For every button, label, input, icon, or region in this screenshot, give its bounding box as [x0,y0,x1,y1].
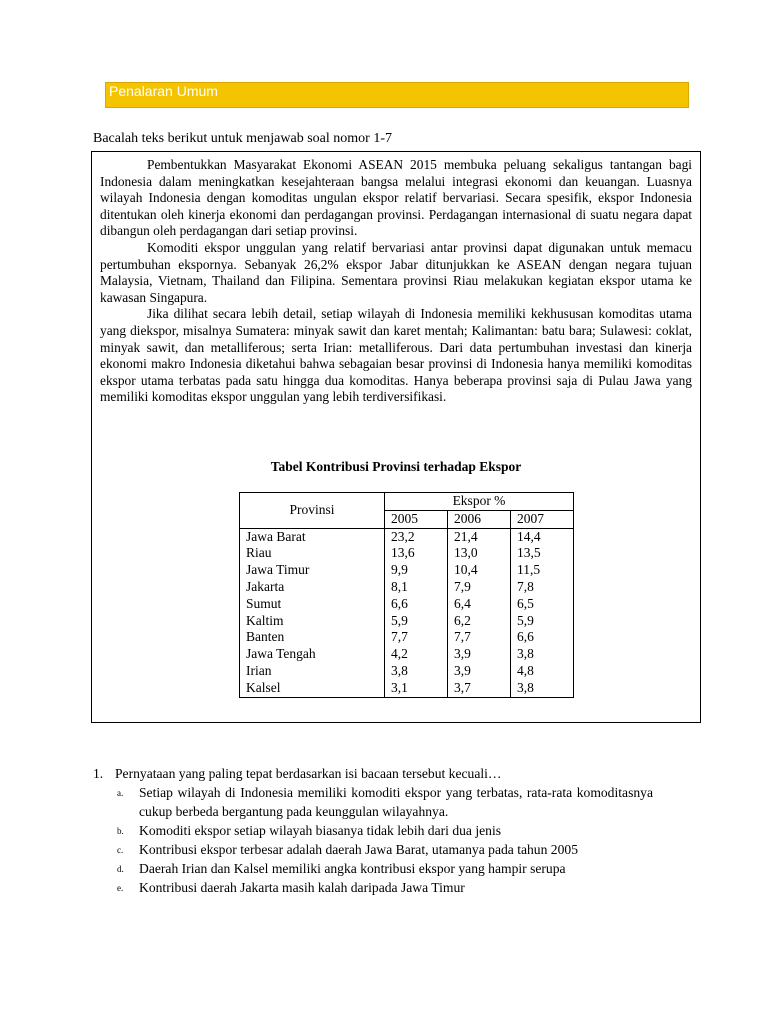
province-cell: Irian [240,663,385,680]
option-letter: b. [117,826,124,836]
column-header-export: Ekspor % [385,493,574,511]
option-letter: a. [117,788,124,798]
option-text: Daerah Irian dan Kalsel memiliki angka kontribusi ekspor yang hampir serupa [139,861,566,876]
answer-options [93,783,653,897]
table-row [240,646,574,663]
table-row [240,579,574,596]
export-value-cell: 10,4 [448,562,511,579]
export-value-cell: 3,8 [511,646,574,663]
export-value-cell: 13,5 [511,545,574,562]
answer-option[interactable] [93,859,653,878]
option-text: Kontribusi daerah Jakarta masih kalah daripada Jawa Timur [139,880,465,895]
option-letter: d. [117,864,124,874]
section-title: Penalaran Umum [109,83,218,99]
export-value-cell: 6,6 [511,629,574,646]
answer-option[interactable] [93,783,653,821]
answer-option[interactable] [93,878,653,897]
province-cell: Jawa Barat [240,528,385,545]
export-value-cell: 7,9 [448,579,511,596]
passage-box [91,151,701,723]
province-cell: Sumut [240,596,385,613]
province-cell: Kalsel [240,680,385,697]
option-text: Setiap wilayah di Indonesia memiliki komoditi ekspor yang terbatas, rata-rata komoditasnya cukup berbeda bergantung pada keunggulan wilayahnya. [139,785,653,819]
export-value-cell: 13,0 [448,545,511,562]
export-value-cell: 3,8 [385,663,448,680]
answer-option[interactable] [93,821,653,840]
export-value-cell: 13,6 [385,545,448,562]
section-header-bar [105,82,689,108]
passage-paragraph: Komoditi ekspor unggulan yang relatif bervariasi antar provinsi dapat digunakan untuk memacu pertumbuhan ekspornya. Sebanyak 26,2% ekspor Jabar ditunjukkan ke ASEAN dengan negara tujuan Malaysia, Vietnam, Thailand dan Filipina. Sementara provinsi Riau melakukan kegiatan ekspor utama ke kawasan Singapura. [100,239,692,305]
export-value-cell: 7,7 [448,629,511,646]
export-value-cell: 11,5 [511,562,574,579]
province-cell: Jawa Timur [240,562,385,579]
export-table [239,492,574,698]
question-number: 1. [93,766,104,781]
export-value-cell: 14,4 [511,528,574,545]
question-text: Pernyataan yang paling tepat berdasarkan isi bacaan tersebut kecuali… [115,766,502,781]
export-value-cell: 5,9 [511,613,574,630]
table-row [240,680,574,697]
question-block [93,764,653,897]
export-value-cell: 6,2 [448,613,511,630]
answer-option[interactable] [93,840,653,859]
column-header-year: 2005 [385,510,448,528]
export-value-cell: 3,9 [448,646,511,663]
export-value-cell: 6,5 [511,596,574,613]
table-row [240,596,574,613]
reading-instruction: Bacalah teks berikut untuk menjawab soal nomor 1-7 [93,131,392,146]
column-header-year: 2007 [511,510,574,528]
table-title: Tabel Kontribusi Provinsi terhadap Ekspor [270,459,522,474]
export-value-cell: 3,8 [511,680,574,697]
question-stem [93,764,653,783]
export-value-cell: 23,2 [385,528,448,545]
table-row [240,562,574,579]
export-value-cell: 6,6 [385,596,448,613]
export-value-cell: 4,8 [511,663,574,680]
province-cell: Riau [240,545,385,562]
option-text: Kontribusi ekspor terbesar adalah daerah Jawa Barat, utamanya pada tahun 2005 [139,842,578,857]
province-cell: Jakarta [240,579,385,596]
export-value-cell: 5,9 [385,613,448,630]
province-cell: Banten [240,629,385,646]
option-text: Komoditi ekspor setiap wilayah biasanya tidak lebih dari dua jenis [139,823,502,838]
export-value-cell: 4,2 [385,646,448,663]
export-value-cell: 21,4 [448,528,511,545]
table-row [240,528,574,545]
export-value-cell: 9,9 [385,562,448,579]
passage-paragraph: Jika dilihat secara lebih detail, setiap wilayah di Indonesia memiliki kekhususan komoditas utama yang diekspor, misalnya Sumatera: minyak sawit dan karet mentah; Kalimantan: batu bara; Sulawesi: coklat, minyak sawit, dan metalliferous; serta Irian: metalliferous. Dari data pertumbuhan investasi dan kinerja ekonomi makro Indonesia diketahui bahwa sebagaian besar provinsi di Indonesia hanya memiliki komoditas ekspor utama terbatas pada satu hingga dua komoditas. Hanya beberapa provinsi saja di Pulau Jawa yang memiliki komoditas ekspor unggulan yang lebih terdiversifikasi. [100,306,692,405]
column-header-province: Provinsi [240,493,385,529]
table-header-row [240,493,574,511]
province-cell: Jawa Tengah [240,646,385,663]
column-header-year: 2006 [448,510,511,528]
passage-text [100,157,692,406]
export-value-cell: 3,9 [448,663,511,680]
province-cell: Kaltim [240,613,385,630]
option-letter: c. [117,845,124,855]
export-value-cell: 3,1 [385,680,448,697]
table-row [240,545,574,562]
export-value-cell: 3,7 [448,680,511,697]
table-row [240,663,574,680]
option-letter: e. [117,883,124,893]
export-value-cell: 6,4 [448,596,511,613]
table-row [240,613,574,630]
export-value-cell: 8,1 [385,579,448,596]
table-row [240,629,574,646]
export-value-cell: 7,8 [511,579,574,596]
passage-paragraph: Pembentukkan Masyarakat Ekonomi ASEAN 2015 membuka peluang sekaligus tantangan bagi Indonesia dalam meningkatkan kesejahteraan bangsa melalui integrasi ekonomi dan keuangan. Luasnya wilayah Indonesia dengan komoditas ungulan ekspor relatif bervariasi. Secara spesifik, ekspor Indonesia ditentukan oleh kinerja ekonomi dan perdagangan provinsi. Perdagangan internasional di suatu negara dapat dibangun oleh perdagangan dari setiap provinsi. [100,157,692,239]
export-value-cell: 7,7 [385,629,448,646]
